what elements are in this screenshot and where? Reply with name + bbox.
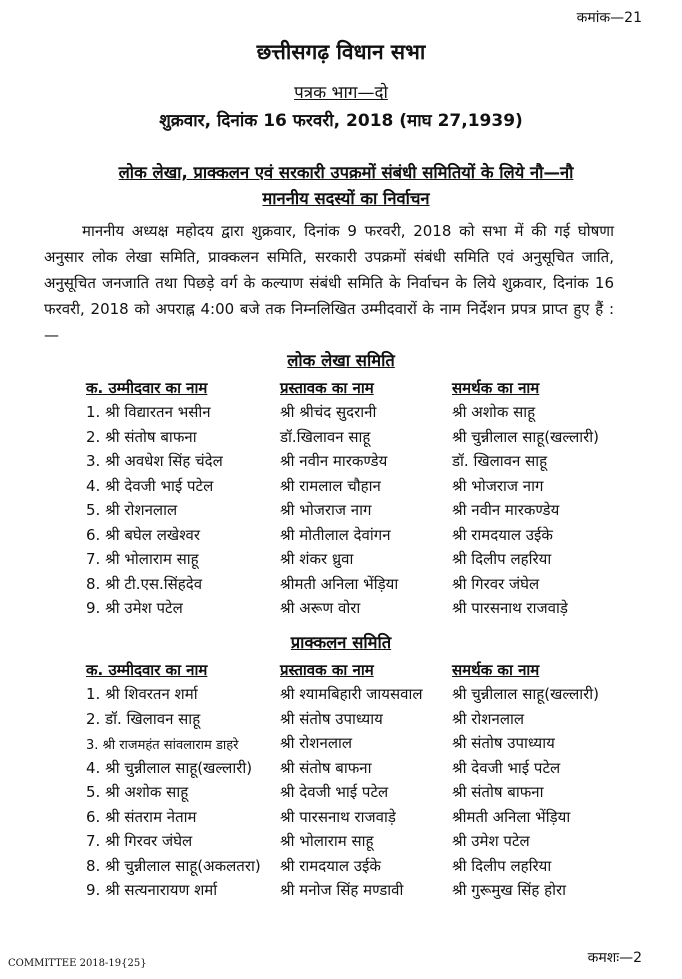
- committee2-row-4-seconder: श्री देवजी भाई पटेल: [452, 758, 561, 777]
- intro-paragraph: माननीय अध्यक्ष महोदय द्वारा शुक्रवार, दिनांक 9 फरवरी, 2018 को सभा में की गई घोषणा अनुसार लोक लेखा समिति, प्राक्कलन समिति, सरकारी उपक्रमों संबंधी समिति एवं अनुसूचित जाति, अनुसूचित जनजाति तथा पिछड़े वर्ग के कल्याण संबंधी समिति के निर्वाचन के लिये शुक्रवार, दिनांक 16 फरवरी, 2018 को अपराह्न 4:00 बजे तक निम्नलिखित उम्मीदवारों के नाम निर्देशन प्रपत्र प्राप्त हुए हैं :—: [44, 222, 614, 344]
- committee1-row-7-candidate: 7. श्री भोलाराम साहू: [86, 550, 199, 568]
- committee2-row-7-seconder: श्री उमेश पटेल: [452, 832, 530, 850]
- committee2-row-9-proposer: श्री मनोज सिंह मण्डावी: [280, 881, 404, 899]
- committee1-row-2-seconder: श्री चुन्नीलाल साहू(खल्लारी): [452, 427, 600, 446]
- committee1-row-2-candidate: 2. श्री संतोष बाफना: [86, 427, 197, 446]
- committee2-row-5-candidate: 5. श्री अशोक साहू: [86, 783, 189, 801]
- committee1-row-9-seconder: श्री पारसनाथ राजवाड़े: [452, 599, 568, 617]
- committee2-row-7-proposer: श्री भोलाराम साहू: [280, 832, 374, 850]
- heading-line-2: माननीय सदस्यों का निर्वाचन: [262, 189, 430, 208]
- committee1-row-5-seconder: श्री नवीन मारकण्डेय: [452, 501, 560, 519]
- committee2-row-9-seconder: श्री गुरूमुख सिंह होरा: [452, 881, 567, 899]
- heading-line-1: लोक लेखा, प्राक्कलन एवं सरकारी उपक्रमों संबंधी समितियों के लिये नौ—नौ: [118, 163, 574, 182]
- committee1-row-7-seconder: श्री दिलीप लहरिया: [452, 550, 552, 568]
- committee1-row-8-candidate: 8. श्री टी.एस.सिंहदेव: [86, 574, 203, 593]
- committee1-row-8-proposer: श्रीमती अनिला भेंड़िया: [280, 574, 399, 593]
- footer-code: COMMITTEE 2018-19{25}: [8, 958, 147, 969]
- committee1-row-8-seconder: श्री गिरवर जंघेल: [452, 574, 540, 593]
- committee1-row-6-seconder: श्री रामदयाल उईके: [452, 525, 553, 544]
- committee1-row-3-candidate: 3. श्री अवधेश सिंह चंदेल: [86, 452, 223, 470]
- committee2-row-1-candidate: 1. श्री शिवरतन शर्मा: [86, 685, 198, 703]
- committee2-row-2-candidate: 2. डॉ. खिलावन साहू: [86, 709, 201, 728]
- committee1-row-5-candidate: 5. श्री रोशनलाल: [86, 501, 178, 519]
- committee2-row-3-proposer: श्री रोशनलाल: [280, 734, 353, 752]
- committee2-row-6-proposer: श्री पारसनाथ राजवाड़े: [280, 807, 396, 826]
- committee1-row-6-proposer: श्री मोतीलाल देवांगन: [280, 525, 391, 544]
- committee2-row-2-seconder: श्री रोशनलाल: [452, 709, 525, 728]
- committee2-title: प्राक्कलन समिति: [290, 633, 392, 652]
- document-subtitle: [0, 80, 682, 103]
- committee1-header-seconder: समर्थक का नाम: [452, 379, 540, 397]
- committee1-row-4-seconder: श्री भोजराज नाग: [452, 476, 544, 495]
- committee1-row-1-candidate: 1. श्री विद्यारतन भसीन: [86, 403, 211, 421]
- committee1-row-3-seconder: डॉ. खिलावन साहू: [452, 452, 548, 470]
- date-line: शुक्रवार, दिनांक 16 फरवरी, 2018 (माघ 27,1939): [159, 111, 523, 131]
- committee2-row-7-candidate: 7. श्री गिरवर जंघेल: [86, 832, 193, 850]
- committee2-row-8-candidate: 8. श्री चुन्नीलाल साहू(अकलतरा): [86, 856, 261, 875]
- committee1-title: लोक लेखा समिति: [287, 351, 395, 370]
- committee2-row-1-proposer: श्री श्यामबिहारी जायसवाल: [280, 685, 423, 703]
- committee1-row-4-candidate: 4. श्री देवजी भाई पटेल: [86, 476, 214, 495]
- document-title: छत्तीसगढ़ विधान सभा: [256, 40, 426, 64]
- committee1-header-proposer: प्रस्तावक का नाम: [280, 379, 374, 397]
- committee1-row-3-proposer: श्री नवीन मारकण्डेय: [280, 452, 388, 470]
- committee1-row-9-proposer: श्री अरूण वोरा: [280, 599, 361, 617]
- committee1-row-6-candidate: 6. श्री बघेल लखेश्वर: [86, 525, 201, 544]
- committee2-row-4-proposer: श्री संतोष बाफना: [280, 758, 372, 777]
- committee2-row-6-candidate: 6. श्री संतराम नेताम: [86, 807, 197, 826]
- committee2-row-5-proposer: श्री देवजी भाई पटेल: [280, 783, 389, 801]
- committee2-row-2-proposer: श्री संतोष उपाध्याय: [280, 709, 383, 728]
- footer-continued: कमशः—2: [587, 950, 642, 966]
- committee2-row-9-candidate: 9. श्री सत्यनारायण शर्मा: [86, 881, 218, 899]
- committee2-header-proposer: प्रस्तावक का नाम: [280, 661, 374, 679]
- committee1-header-candidate: क. उम्मीदवार का नाम: [86, 379, 208, 397]
- committee1-row-5-proposer: श्री भोजराज नाग: [280, 501, 372, 519]
- committee2-row-3-seconder: श्री संतोष उपाध्याय: [452, 734, 555, 752]
- committee2-row-6-seconder: श्रीमती अनिला भेंड़िया: [452, 807, 571, 826]
- committee2-header-seconder: समर्थक का नाम: [452, 661, 540, 679]
- page-number: कमांक—21: [576, 10, 642, 26]
- committee1-row-2-proposer: डॉ.खिलावन साहू: [280, 427, 371, 446]
- committee2-row-1-seconder: श्री चुन्नीलाल साहू(खल्लारी): [452, 685, 600, 703]
- committee2-row-5-seconder: श्री संतोष बाफना: [452, 783, 544, 801]
- committee2-row-4-candidate: 4. श्री चुन्नीलाल साहू(खल्लारी): [86, 758, 253, 777]
- committee2-header-candidate: क. उम्मीदवार का नाम: [86, 661, 208, 679]
- committee1-row-4-proposer: श्री रामलाल चौहान: [280, 476, 381, 495]
- committee1-row-7-proposer: श्री शंकर ध्रुवा: [280, 550, 354, 568]
- committee2-row-3-candidate: 3. श्री राजमहंत सांवलाराम डाहरे: [86, 738, 239, 753]
- committee1-row-1-proposer: श्री श्रीचंद सुदरानी: [280, 403, 377, 421]
- committee2-row-8-seconder: श्री दिलीप लहरिया: [452, 856, 552, 875]
- committee1-row-9-candidate: 9. श्री उमेश पटेल: [86, 599, 183, 617]
- committee2-row-8-proposer: श्री रामदयाल उईके: [280, 856, 381, 875]
- subtitle-text: पत्रक भाग—दो: [294, 83, 388, 103]
- committee1-row-1-seconder: श्री अशोक साहू: [452, 403, 536, 421]
